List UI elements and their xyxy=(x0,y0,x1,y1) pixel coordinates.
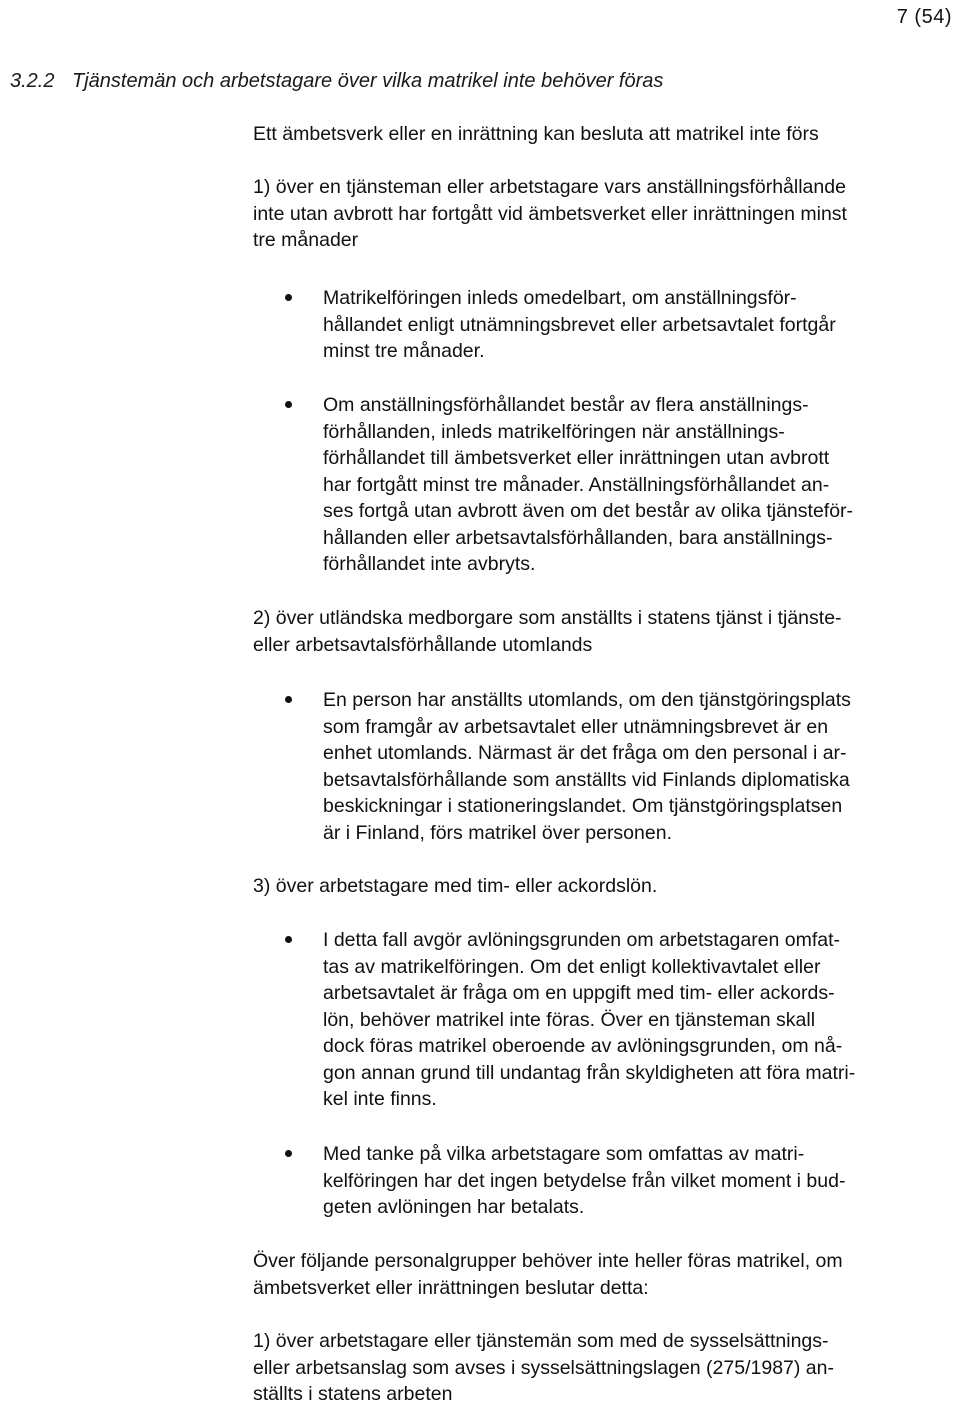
text-line: är i Finland, förs matrikel över personen. xyxy=(323,821,672,844)
closing-paragraph xyxy=(253,1248,952,1301)
text-line: Om anställningsförhållandet består av flera anställnings- xyxy=(323,394,809,416)
text-line: kel inte finns. xyxy=(323,1088,437,1110)
text-line: förhållandet inte avbryts. xyxy=(323,553,536,575)
text-line: eller arbetsanslag som avses i sysselsättningslagen (275/1987) an- xyxy=(253,1356,834,1379)
text-line: 1) över en tjänsteman eller arbetstagare vars anställningsförhållande xyxy=(253,176,846,198)
text-line: Matrikelföringen inleds omedelbart, om anställningsför- xyxy=(323,287,797,309)
text-line: ställts i statens arbeten xyxy=(253,1383,453,1405)
section-number: 3.2.2 xyxy=(10,70,55,92)
text-line: tas av matrikelföringen. Om det enligt kollektivavtalet eller xyxy=(323,955,821,978)
text-line: tre månader xyxy=(253,229,359,251)
text-line: enhet utomlands. Närmast är det fråga om den personal i ar- xyxy=(323,742,847,764)
text-line: arbetsavtalet är fråga om en uppgift med tim- eller ackords- xyxy=(323,982,835,1004)
text-line: En person har anställts utomlands, om den tjänstgöringsplats xyxy=(323,689,851,711)
text-line: lön, behöver matrikel inte föras. Över en tjänsteman skall xyxy=(323,1008,816,1031)
text-line: 2) över utländska medborgare som anställts i statens tjänst i tjänste- xyxy=(253,607,842,629)
item-3-paragraph xyxy=(253,873,952,900)
bullet-item xyxy=(253,285,952,365)
text-line: eller arbetsavtalsförhållande utomlands xyxy=(253,633,593,656)
bullet-icon xyxy=(285,936,292,943)
text-line: ses fortgå utan avbrott även om det består av olika tjänsteför- xyxy=(323,500,854,522)
text-line: betsavtalsförhållande som anställts vid Finlands diplomatiska xyxy=(323,768,850,791)
text-line: gon annan grund till undantag från skyldigheten att föra matri- xyxy=(323,1061,856,1084)
intro-text: Ett ämbetsverk eller en inrättning kan besluta att matrikel inte förs xyxy=(253,123,819,145)
bullet-item xyxy=(253,927,952,1113)
bullet-icon xyxy=(285,696,292,703)
bullet-item xyxy=(253,1141,952,1221)
item-1-paragraph xyxy=(253,174,952,254)
text-line: 3) över arbetstagare med tim- eller ackordslön. xyxy=(253,875,658,897)
bullet-icon xyxy=(285,401,292,408)
text-line: förhållanden, inleds matrikelföringen när anställnings- xyxy=(323,420,785,443)
intro-paragraph xyxy=(253,121,952,148)
text-line: förhållandet till ämbetsverket eller inrättningen utan avbrott xyxy=(323,447,830,469)
text-line: som framgår av arbetsavtalet eller utnämningsbrevet är en xyxy=(323,715,829,738)
text-line: hållandet enligt utnämningsbrevet eller arbetsavtalet fortgår xyxy=(323,313,836,336)
bullet-icon xyxy=(285,1150,292,1157)
text-line: inte utan avbrott har fortgått vid ämbetsverket eller inrättningen minst xyxy=(253,202,847,225)
final-item-paragraph xyxy=(253,1328,952,1408)
text-line: Över följande personalgrupper behöver inte heller föras matrikel, om xyxy=(253,1250,843,1272)
text-line: Med tanke på vilka arbetstagare som omfattas av matri- xyxy=(323,1143,805,1165)
bullet-item xyxy=(253,392,952,578)
page-number: 7 (54) xyxy=(896,6,952,28)
text-line: I detta fall avgör avlöningsgrunden om arbetstagaren omfat- xyxy=(323,929,841,951)
text-line: minst tre månader. xyxy=(323,340,485,362)
item-2-paragraph xyxy=(253,605,952,658)
text-line: hållanden eller arbetsavtalsförhållanden, bara anställnings- xyxy=(323,526,833,549)
bullet-item xyxy=(253,687,952,846)
text-line: kelföringen har det ingen betydelse från vilket moment i bud- xyxy=(323,1169,846,1192)
text-line: geten avlöningen har betalats. xyxy=(323,1196,585,1218)
bullet-icon xyxy=(285,294,292,301)
section-heading xyxy=(10,70,954,93)
section-title: Tjänstemän och arbetstagare över vilka matrikel inte behöver föras xyxy=(72,70,664,92)
text-line: ämbetsverket eller inrättningen beslutar detta: xyxy=(253,1276,649,1299)
text-line: har fortgått minst tre månader. Anställningsförhållandet an- xyxy=(323,473,830,496)
text-line: 1) över arbetstagare eller tjänstemän som med de sysselsättnings- xyxy=(253,1330,829,1352)
text-line: beskickningar i stationeringslandet. Om tjänstgöringsplatsen xyxy=(323,795,843,817)
text-line: dock föras matrikel oberoende av avlöningsgrunden, om nå- xyxy=(323,1035,843,1057)
